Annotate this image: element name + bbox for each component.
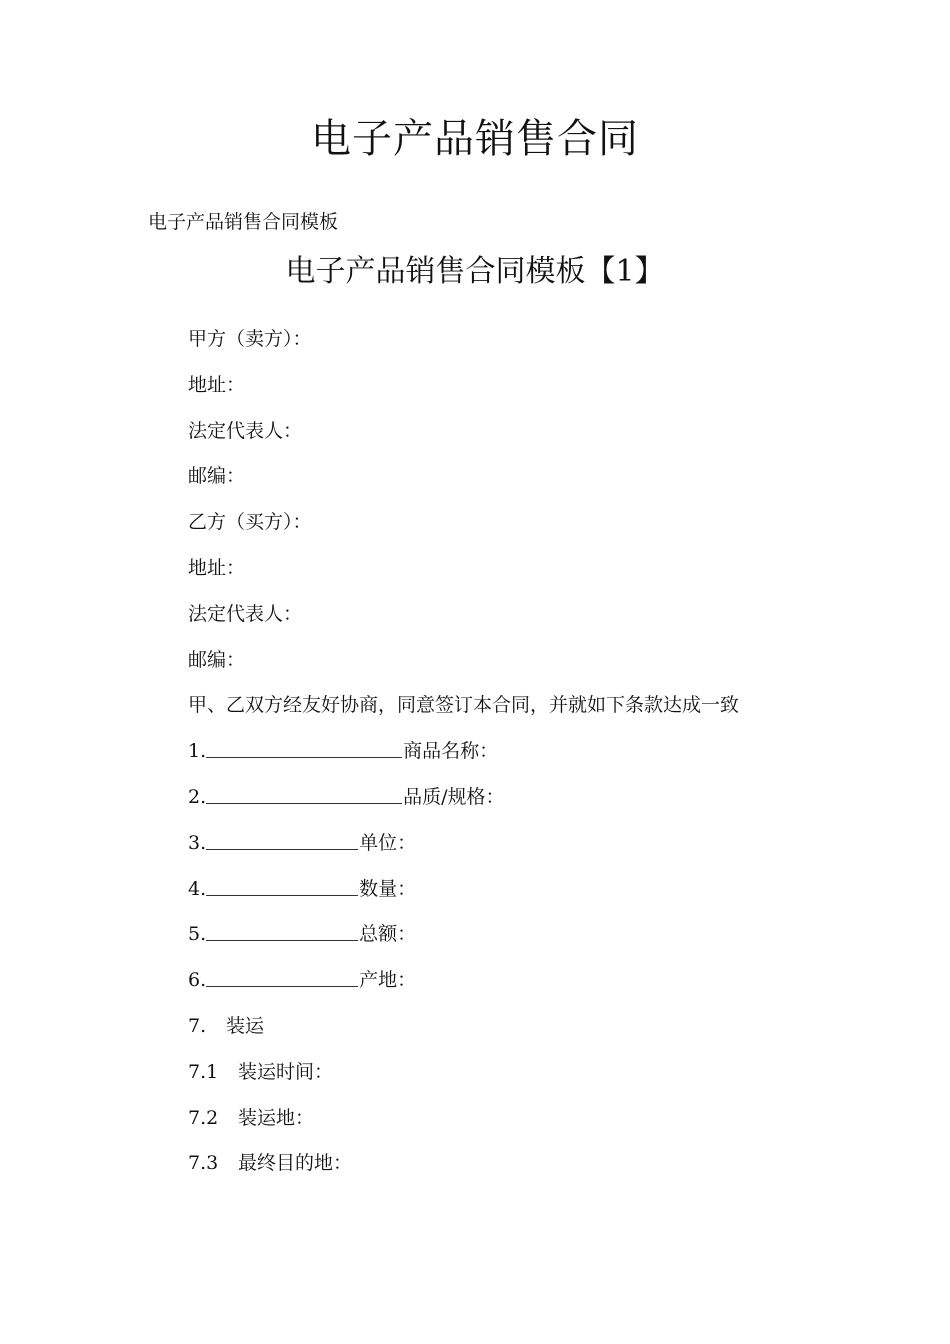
contract-lines — [188, 325, 739, 1195]
party-line: 邮编： — [188, 465, 246, 488]
item-label: 产地： — [359, 969, 417, 992]
blank-field[interactable] — [206, 829, 358, 850]
item-label: 总额： — [359, 923, 417, 946]
item-line — [188, 875, 739, 921]
shipping-line — [188, 1149, 739, 1195]
item-number: 4. — [188, 877, 207, 900]
shipping-number: 7.2 — [188, 1106, 219, 1129]
shipping-number: 7. — [188, 1014, 207, 1037]
blank-field[interactable] — [206, 966, 358, 987]
item-line — [188, 966, 739, 1012]
shipping-line — [188, 1058, 739, 1104]
party-line: 地址： — [188, 373, 246, 396]
party-line: 地址： — [188, 556, 246, 579]
party-line: 法定代表人： — [188, 602, 303, 625]
item-number: 5. — [188, 923, 207, 946]
blank-field[interactable] — [206, 920, 358, 941]
item-number: 6. — [188, 969, 207, 992]
item-label: 商品名称： — [403, 740, 499, 763]
party-line: 邮编： — [188, 648, 246, 671]
item-label: 单位： — [359, 831, 417, 854]
item-number: 2. — [188, 785, 207, 808]
item-line — [188, 829, 739, 875]
subhead: 电子产品销售合同模板 — [148, 211, 339, 233]
blank-field[interactable] — [206, 737, 402, 758]
party-line: 甲方（卖方）： — [188, 328, 312, 350]
party-line: 乙方（买方）： — [188, 511, 312, 534]
agreement-statement: 甲、乙双方经友好协商，同意签订本合同，并就如下条款达成一致 — [188, 694, 740, 717]
item-line — [188, 783, 739, 829]
shipping-label: 装运 — [226, 1014, 265, 1037]
shipping-line — [188, 1104, 739, 1150]
item-number: 3. — [188, 831, 207, 854]
party-line: 法定代表人： — [188, 419, 303, 442]
item-line — [188, 920, 739, 966]
item-label: 品质/规格： — [403, 785, 505, 808]
shipping-number: 7.1 — [188, 1060, 219, 1083]
shipping-line — [188, 1012, 739, 1058]
shipping-label: 装运地： — [238, 1106, 315, 1129]
item-line — [188, 737, 739, 783]
shipping-label: 最终目的地： — [238, 1152, 353, 1175]
main-title: 电子产品销售合同 — [311, 116, 639, 162]
template-title: 电子产品销售合同模板【1】 — [285, 254, 665, 289]
item-label: 数量： — [359, 877, 417, 900]
shipping-number: 7.3 — [188, 1152, 219, 1175]
item-number: 1. — [188, 740, 207, 763]
blank-field[interactable] — [206, 783, 402, 804]
blank-field[interactable] — [206, 875, 358, 896]
shipping-label: 装运时间： — [238, 1060, 334, 1083]
